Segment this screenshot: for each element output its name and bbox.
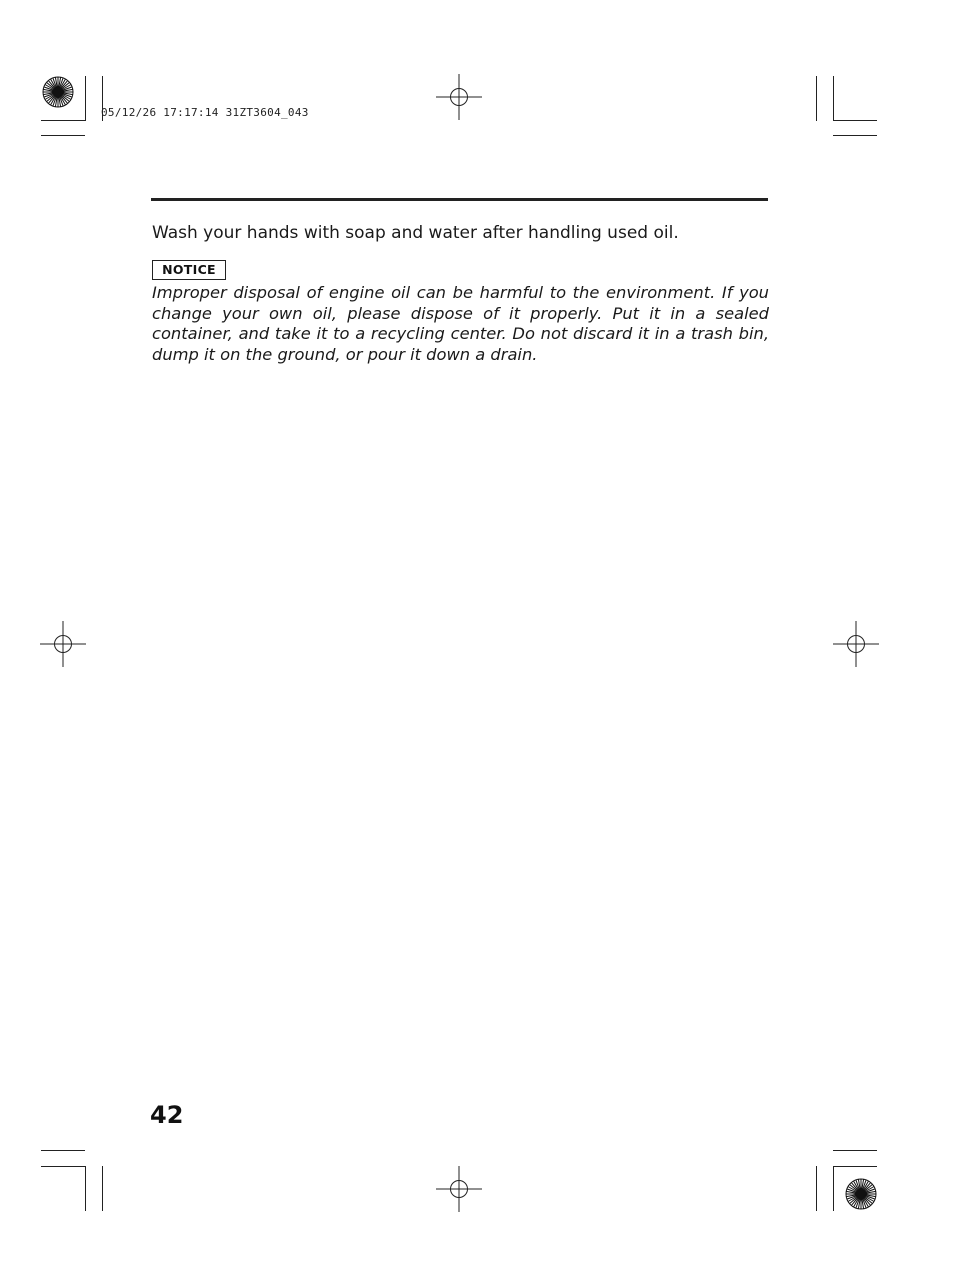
crop-mark xyxy=(816,76,817,121)
crop-mark xyxy=(41,120,85,121)
crosshair-icon xyxy=(833,621,879,667)
crop-mark xyxy=(102,1166,103,1211)
registration-target-icon xyxy=(843,1176,879,1212)
notice-text: Improper disposal of engine oil can be harmful to the environment. If you change your own oil, please dispose of it properly. Put it in a sealed container, and take it to a recycling center. Do not discard it in a trash bin, dump it on the ground, or pour it down a drain. xyxy=(152,283,769,364)
crop-mark xyxy=(833,1150,877,1151)
crop-mark xyxy=(41,1150,85,1151)
crop-mark xyxy=(41,135,85,136)
header-rule xyxy=(151,198,768,201)
crop-mark xyxy=(833,1166,877,1167)
crosshair-icon xyxy=(436,74,482,120)
crop-mark xyxy=(833,135,877,136)
crop-mark xyxy=(833,120,877,121)
crosshair-icon xyxy=(436,1166,482,1212)
crop-mark xyxy=(833,76,834,121)
body-paragraph: Wash your hands with soap and water after handling used oil. xyxy=(152,223,679,243)
notice-label: NOTICE xyxy=(152,260,226,280)
page-number: 42 xyxy=(150,1101,184,1129)
registration-target-icon xyxy=(40,74,76,110)
print-stamp: 05/12/26 17:17:14 31ZT3604_043 xyxy=(101,106,309,119)
crop-mark xyxy=(833,1166,834,1211)
crop-mark xyxy=(85,76,86,121)
crosshair-icon xyxy=(40,621,86,667)
crop-mark xyxy=(816,1166,817,1211)
crop-mark xyxy=(85,1166,86,1211)
crop-mark xyxy=(41,1166,85,1167)
